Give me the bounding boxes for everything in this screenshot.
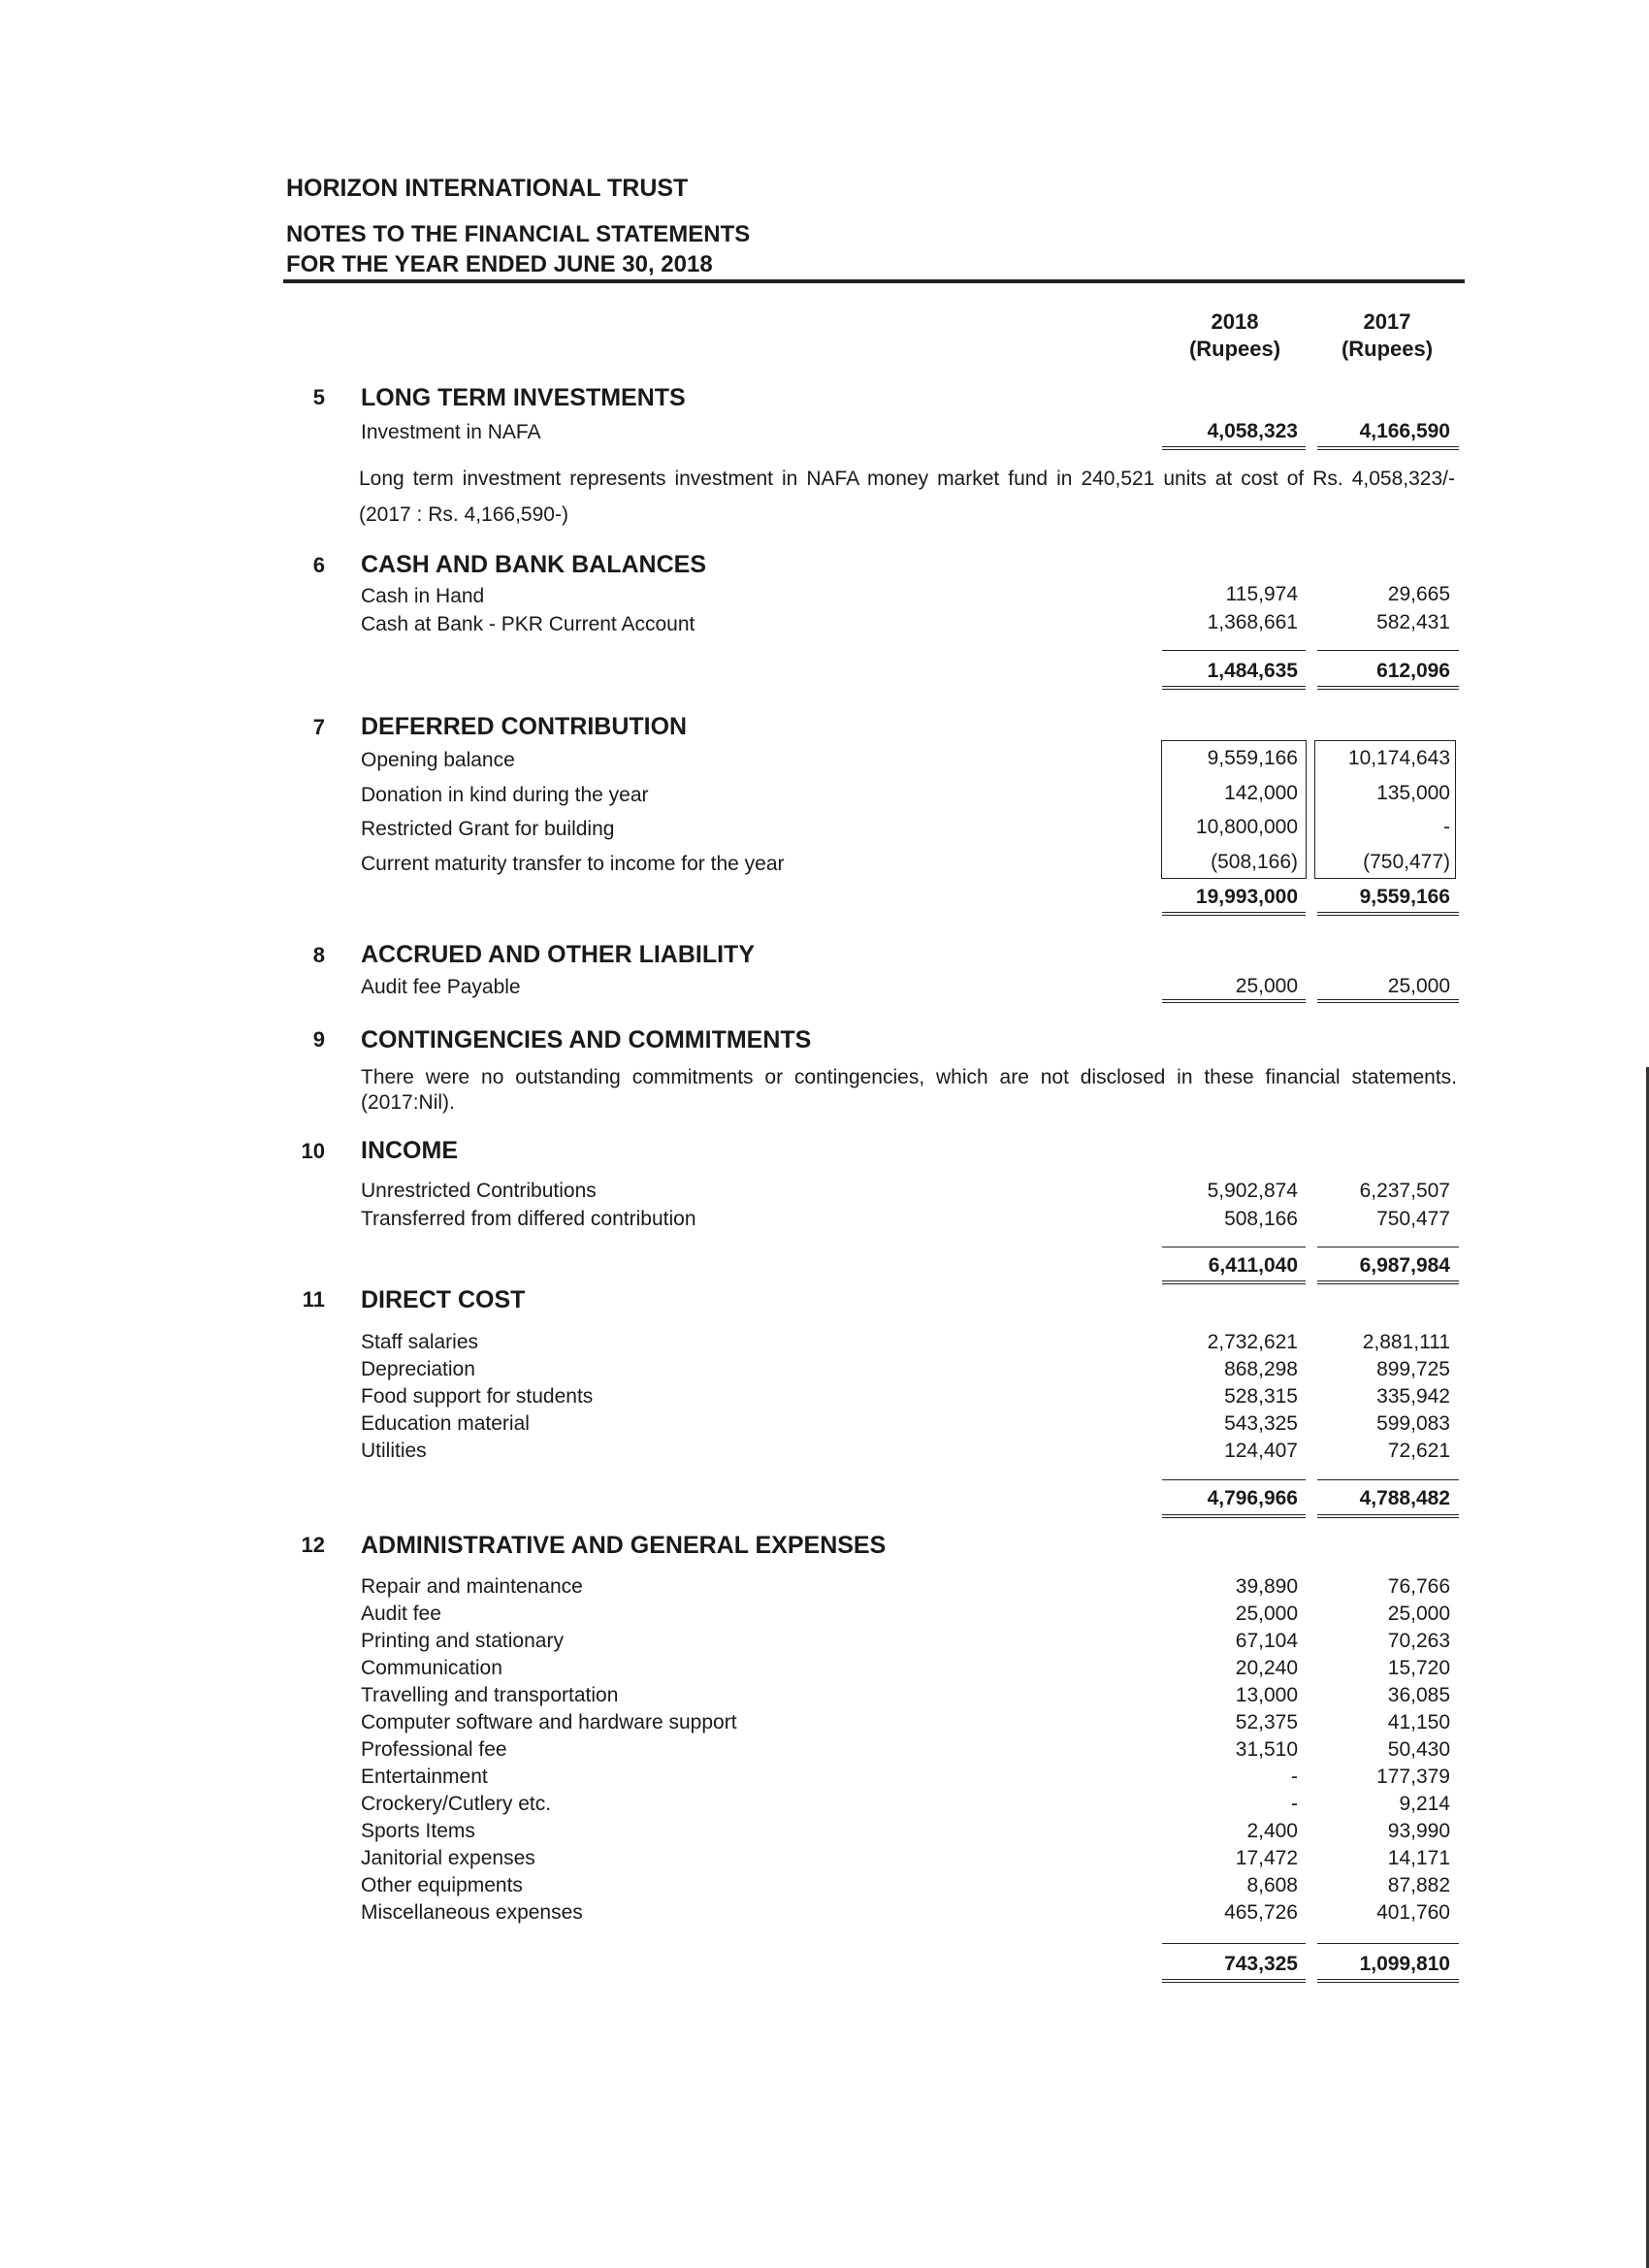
column-header-2017 xyxy=(1314,308,1460,363)
row-value-2018: 142,000 xyxy=(1224,782,1298,804)
row-label: Professional fee xyxy=(361,1738,507,1761)
row-value-2017: 14,171 xyxy=(1387,1847,1450,1869)
total-2018: 4,796,966 xyxy=(1207,1487,1298,1509)
row-value-2017: 135,000 xyxy=(1376,782,1450,804)
row-label: Audit fee xyxy=(361,1603,441,1625)
row-label: Investment in NAFA xyxy=(361,421,541,443)
column-unit-2018: (Rupees) xyxy=(1188,337,1281,361)
row-value-2018: 8,608 xyxy=(1246,1874,1298,1896)
note-paragraph: There were no outstanding commitments or contingencies, which are not disclosed in these financial statements.(2017:Nil). xyxy=(361,1066,1457,1114)
row-label: Donation in kind during the year xyxy=(361,784,649,806)
total-2017: 1,099,810 xyxy=(1359,1953,1450,1975)
row-value-2017: 401,760 xyxy=(1376,1901,1450,1924)
row-value-2017: (750,477) xyxy=(1363,851,1450,873)
row-value-2017: 25,000 xyxy=(1387,1603,1450,1625)
subtotal-rule xyxy=(1162,1479,1306,1480)
double-underline xyxy=(1317,446,1459,450)
column-header-2018 xyxy=(1162,308,1308,363)
note-number: 12 xyxy=(301,1533,325,1557)
row-value-2018: 17,472 xyxy=(1235,1847,1298,1869)
row-value-2017: 6,237,507 xyxy=(1359,1180,1450,1202)
note-title: DIRECT COST xyxy=(361,1286,526,1313)
row-value-2017: 15,720 xyxy=(1387,1657,1450,1679)
row-value-2018: 115,974 xyxy=(1225,583,1298,605)
row-label: Janitorial expenses xyxy=(361,1847,535,1869)
note-title: CASH AND BANK BALANCES xyxy=(361,551,707,578)
row-label: Depreciation xyxy=(361,1358,475,1380)
subtotal-rule xyxy=(1317,1479,1459,1480)
row-label: Restricted Grant for building xyxy=(361,818,615,840)
row-value-2017: 750,477 xyxy=(1376,1208,1450,1230)
row-value-2018: 465,726 xyxy=(1224,1901,1298,1924)
row-value-2017: 582,431 xyxy=(1376,611,1450,633)
double-underline xyxy=(1162,1979,1306,1983)
double-underline xyxy=(1162,1280,1306,1284)
row-value-2018: 10,800,000 xyxy=(1195,816,1298,838)
note-title: ADMINISTRATIVE AND GENERAL EXPENSES xyxy=(361,1532,887,1559)
total-2017: 4,788,482 xyxy=(1359,1487,1450,1509)
total-2018: 1,484,635 xyxy=(1207,660,1298,682)
row-value-2018: 31,510 xyxy=(1235,1738,1298,1761)
row-value-2017: 87,882 xyxy=(1387,1874,1450,1896)
row-value-2018: 528,315 xyxy=(1224,1385,1298,1408)
double-underline xyxy=(1162,1514,1306,1518)
row-value-2018: - xyxy=(1291,1793,1298,1815)
row-value-2017: 899,725 xyxy=(1376,1358,1450,1380)
double-underline xyxy=(1317,686,1459,690)
double-underline xyxy=(1317,1979,1459,1983)
note-paragraph: Long term investment represents investment in NAFA money market fund in 240,521 units at cost of Rs. 4,058,323/- (2017 : Rs. 4,166,590-) xyxy=(359,468,1455,526)
note-title: DEFERRED CONTRIBUTION xyxy=(361,713,688,740)
double-underline xyxy=(1162,912,1306,916)
column-year-2018: 2018 xyxy=(1211,309,1259,334)
double-underline xyxy=(1162,686,1306,690)
row-label: Entertainment xyxy=(361,1766,488,1788)
column-year-2017: 2017 xyxy=(1363,309,1411,334)
double-underline xyxy=(1317,999,1459,1003)
row-value-2018: 1,368,661 xyxy=(1207,611,1298,633)
row-value-2018: 2,400 xyxy=(1246,1820,1298,1842)
row-value-2017: 4,166,590 xyxy=(1359,420,1450,442)
row-value-2017: 72,621 xyxy=(1387,1440,1450,1462)
subtotal-rule xyxy=(1162,650,1306,651)
row-value-2017: 41,150 xyxy=(1387,1711,1450,1733)
subtotal-rule xyxy=(1317,1943,1459,1944)
row-value-2018: 25,000 xyxy=(1235,1603,1298,1625)
double-underline xyxy=(1317,1280,1459,1284)
row-label: Cash at Bank - PKR Current Account xyxy=(361,613,695,635)
row-label: Sports Items xyxy=(361,1820,475,1842)
row-label: Audit fee Payable xyxy=(361,976,521,998)
row-value-2018: (508,166) xyxy=(1211,851,1298,873)
row-value-2017: 599,083 xyxy=(1376,1412,1450,1435)
row-value-2018: 20,240 xyxy=(1235,1657,1298,1679)
row-value-2018: 25,000 xyxy=(1235,975,1298,997)
row-label: Food support for students xyxy=(361,1385,594,1408)
row-value-2018: 13,000 xyxy=(1235,1684,1298,1706)
row-value-2017: 70,263 xyxy=(1387,1630,1450,1652)
double-underline xyxy=(1317,1514,1459,1518)
note-title: LONG TERM INVESTMENTS xyxy=(361,384,686,411)
row-value-2018: 124,407 xyxy=(1224,1440,1298,1462)
row-value-2018: 868,298 xyxy=(1224,1358,1298,1380)
row-label: Computer software and hardware support xyxy=(361,1711,737,1733)
total-2017: 9,559,166 xyxy=(1359,886,1450,908)
row-label: Utilities xyxy=(361,1440,427,1462)
row-value-2017: - xyxy=(1443,816,1450,838)
row-label: Repair and maintenance xyxy=(361,1575,583,1598)
row-label: Transferred from differed contribution xyxy=(361,1208,696,1230)
row-label: Current maturity transfer to income for the year xyxy=(361,853,785,875)
row-value-2018: 2,732,621 xyxy=(1207,1331,1298,1353)
row-value-2017: 93,990 xyxy=(1387,1820,1450,1842)
organization-name: HORIZON INTERNATIONAL TRUST xyxy=(286,175,689,202)
row-value-2018: 52,375 xyxy=(1235,1711,1298,1733)
note-number: 7 xyxy=(312,715,325,739)
row-label: Cash in Hand xyxy=(361,585,485,607)
note-title: CONTINGENCIES AND COMMITMENTS xyxy=(361,1026,812,1053)
row-label: Unrestricted Contributions xyxy=(361,1180,597,1202)
note-number: 8 xyxy=(312,943,325,967)
row-value-2017: 25,000 xyxy=(1387,975,1450,997)
document-period: FOR THE YEAR ENDED JUNE 30, 2018 xyxy=(286,251,713,277)
total-2018: 743,325 xyxy=(1224,1953,1298,1975)
row-label: Travelling and transportation xyxy=(361,1684,619,1706)
row-value-2018: - xyxy=(1291,1766,1298,1788)
document-title: NOTES TO THE FINANCIAL STATEMENTS xyxy=(286,221,751,247)
subtotal-rule xyxy=(1162,1943,1306,1944)
note-number: 10 xyxy=(301,1139,325,1163)
total-2018: 6,411,040 xyxy=(1208,1254,1298,1277)
total-2018: 19,993,000 xyxy=(1195,886,1298,908)
note-number: 5 xyxy=(312,385,325,409)
row-label: Communication xyxy=(361,1657,502,1679)
note-number: 9 xyxy=(312,1027,325,1052)
row-label: Crockery/Cutlery etc. xyxy=(361,1793,552,1815)
double-underline xyxy=(1162,999,1306,1003)
total-2017: 6,987,984 xyxy=(1359,1254,1450,1277)
header-rule xyxy=(283,279,1465,283)
row-label: Staff salaries xyxy=(361,1331,479,1353)
note-number: 6 xyxy=(312,553,325,577)
row-value-2018: 4,058,323 xyxy=(1207,420,1298,442)
row-value-2017: 50,430 xyxy=(1387,1738,1450,1761)
double-underline xyxy=(1317,912,1459,916)
row-value-2017: 29,665 xyxy=(1387,583,1450,605)
row-value-2017: 36,085 xyxy=(1387,1684,1450,1706)
note-title: ACCRUED AND OTHER LIABILITY xyxy=(361,941,756,968)
row-label: Other equipments xyxy=(361,1874,523,1896)
row-label: Education material xyxy=(361,1412,530,1435)
row-label: Miscellaneous expenses xyxy=(361,1901,583,1924)
row-value-2018: 508,166 xyxy=(1224,1208,1298,1230)
row-value-2018: 9,559,166 xyxy=(1207,747,1298,769)
subtotal-rule xyxy=(1317,650,1459,651)
note-number: 11 xyxy=(302,1287,325,1312)
column-unit-2017: (Rupees) xyxy=(1341,337,1434,361)
row-value-2017: 76,766 xyxy=(1387,1575,1450,1598)
row-value-2017: 9,214 xyxy=(1399,1793,1450,1815)
row-value-2018: 543,325 xyxy=(1224,1412,1298,1435)
row-value-2018: 67,104 xyxy=(1235,1630,1298,1652)
row-label: Opening balance xyxy=(361,749,515,771)
row-value-2018: 39,890 xyxy=(1235,1575,1298,1598)
row-value-2017: 335,942 xyxy=(1376,1385,1450,1408)
row-value-2017: 2,881,111 xyxy=(1362,1331,1450,1353)
note-title: INCOME xyxy=(361,1137,458,1164)
row-value-2018: 5,902,874 xyxy=(1207,1180,1298,1202)
row-label: Printing and stationary xyxy=(361,1630,564,1652)
total-2017: 612,096 xyxy=(1376,660,1450,682)
row-value-2017: 10,174,643 xyxy=(1347,747,1450,769)
double-underline xyxy=(1162,446,1306,450)
row-value-2017: 177,379 xyxy=(1376,1766,1450,1788)
